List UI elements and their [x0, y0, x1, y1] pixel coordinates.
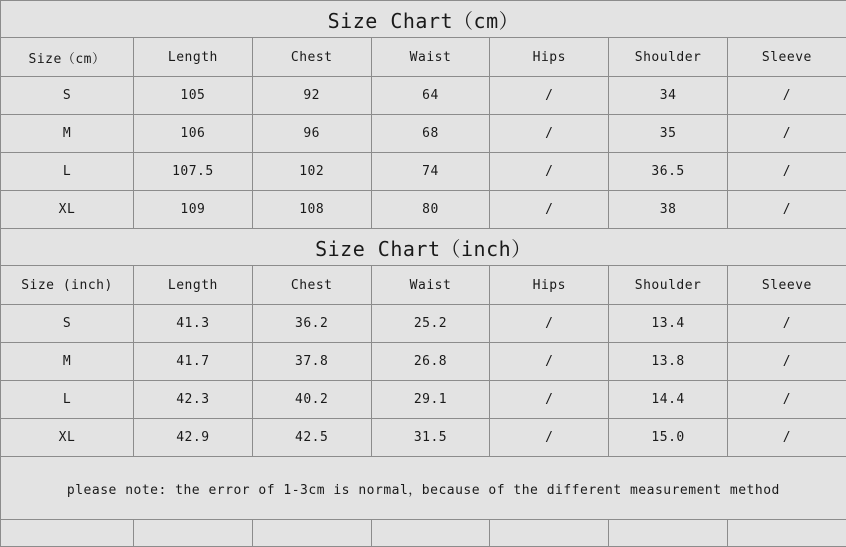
- cell-hips: /: [490, 153, 609, 191]
- table-row: [1, 115, 846, 153]
- cell-size: M: [1, 115, 134, 153]
- cell-waist: 25.2: [371, 305, 490, 343]
- column-header-size-inch: Size (inch): [1, 266, 134, 305]
- cell-shoulder: 14.4: [609, 381, 728, 419]
- cell-chest: 37.8: [252, 343, 371, 381]
- cell-sleeve: /: [727, 419, 846, 457]
- cell-shoulder: 36.5: [609, 153, 728, 191]
- note-row: [1, 457, 846, 520]
- cell-size: L: [1, 381, 134, 419]
- blank-cell: [252, 520, 371, 547]
- cell-sleeve: /: [727, 191, 846, 229]
- blank-cell: [371, 520, 490, 547]
- cell-length: 105: [134, 77, 253, 115]
- cell-shoulder: 13.4: [609, 305, 728, 343]
- chart-header-row-inch: [1, 266, 846, 305]
- cell-sleeve: /: [727, 153, 846, 191]
- cell-length: 109: [134, 191, 253, 229]
- cell-shoulder: 34: [609, 77, 728, 115]
- cell-chest: 40.2: [252, 381, 371, 419]
- column-header-chest-cm: Chest: [252, 38, 371, 77]
- column-header-size-cm: Size（cm）: [1, 38, 134, 77]
- cell-sleeve: /: [727, 305, 846, 343]
- cell-waist: 68: [371, 115, 490, 153]
- table-row: [1, 343, 846, 381]
- cell-hips: /: [490, 343, 609, 381]
- table-row: [1, 305, 846, 343]
- blank-cell: [1, 520, 134, 547]
- cell-chest: 36.2: [252, 305, 371, 343]
- chart-title-cm: Size Chart（cm）: [1, 1, 846, 38]
- cell-size: M: [1, 343, 134, 381]
- cell-shoulder: 13.8: [609, 343, 728, 381]
- blank-cell: [134, 520, 253, 547]
- cell-size: XL: [1, 191, 134, 229]
- cell-size: S: [1, 305, 134, 343]
- cell-waist: 80: [371, 191, 490, 229]
- blank-cell: [609, 520, 728, 547]
- cell-chest: 102: [252, 153, 371, 191]
- cell-sleeve: /: [727, 115, 846, 153]
- cell-chest: 108: [252, 191, 371, 229]
- table-row: [1, 419, 846, 457]
- cell-sleeve: /: [727, 381, 846, 419]
- cell-size: S: [1, 77, 134, 115]
- cell-shoulder: 15.0: [609, 419, 728, 457]
- cell-waist: 26.8: [371, 343, 490, 381]
- cell-chest: 92: [252, 77, 371, 115]
- cell-sleeve: /: [727, 343, 846, 381]
- table-row: [1, 77, 846, 115]
- cell-hips: /: [490, 115, 609, 153]
- table-row: [1, 153, 846, 191]
- chart-title-row-cm: [1, 1, 846, 38]
- measurement-note: please note: the error of 1-3cm is normal，because of the different measurement method: [1, 457, 846, 520]
- cell-waist: 64: [371, 77, 490, 115]
- cell-length: 106: [134, 115, 253, 153]
- cell-chest: 96: [252, 115, 371, 153]
- chart-title-row-inch: [1, 229, 846, 266]
- chart-header-row-cm: [1, 38, 846, 77]
- cell-length: 42.3: [134, 381, 253, 419]
- column-header-sleeve-cm: Sleeve: [727, 38, 846, 77]
- cell-chest: 42.5: [252, 419, 371, 457]
- cell-hips: /: [490, 191, 609, 229]
- cell-hips: /: [490, 381, 609, 419]
- cell-waist: 29.1: [371, 381, 490, 419]
- cell-waist: 31.5: [371, 419, 490, 457]
- cell-length: 42.9: [134, 419, 253, 457]
- cell-size: L: [1, 153, 134, 191]
- cell-hips: /: [490, 305, 609, 343]
- cell-size: XL: [1, 419, 134, 457]
- column-header-hips-inch: Hips: [490, 266, 609, 305]
- cell-shoulder: 38: [609, 191, 728, 229]
- column-header-length-cm: Length: [134, 38, 253, 77]
- table-row: [1, 381, 846, 419]
- cell-waist: 74: [371, 153, 490, 191]
- column-header-chest-inch: Chest: [252, 266, 371, 305]
- cell-hips: /: [490, 419, 609, 457]
- cell-length: 41.7: [134, 343, 253, 381]
- cell-shoulder: 35: [609, 115, 728, 153]
- column-header-waist-cm: Waist: [371, 38, 490, 77]
- column-header-hips-cm: Hips: [490, 38, 609, 77]
- column-header-waist-inch: Waist: [371, 266, 490, 305]
- blank-cell: [490, 520, 609, 547]
- column-header-shoulder-cm: Shoulder: [609, 38, 728, 77]
- blank-row: [1, 520, 846, 547]
- table-row: [1, 191, 846, 229]
- chart-title-inch: Size Chart（inch）: [1, 229, 846, 266]
- column-header-shoulder-inch: Shoulder: [609, 266, 728, 305]
- cell-length: 41.3: [134, 305, 253, 343]
- blank-cell: [727, 520, 846, 547]
- cell-length: 107.5: [134, 153, 253, 191]
- cell-hips: /: [490, 77, 609, 115]
- cell-sleeve: /: [727, 77, 846, 115]
- column-header-sleeve-inch: Sleeve: [727, 266, 846, 305]
- column-header-length-inch: Length: [134, 266, 253, 305]
